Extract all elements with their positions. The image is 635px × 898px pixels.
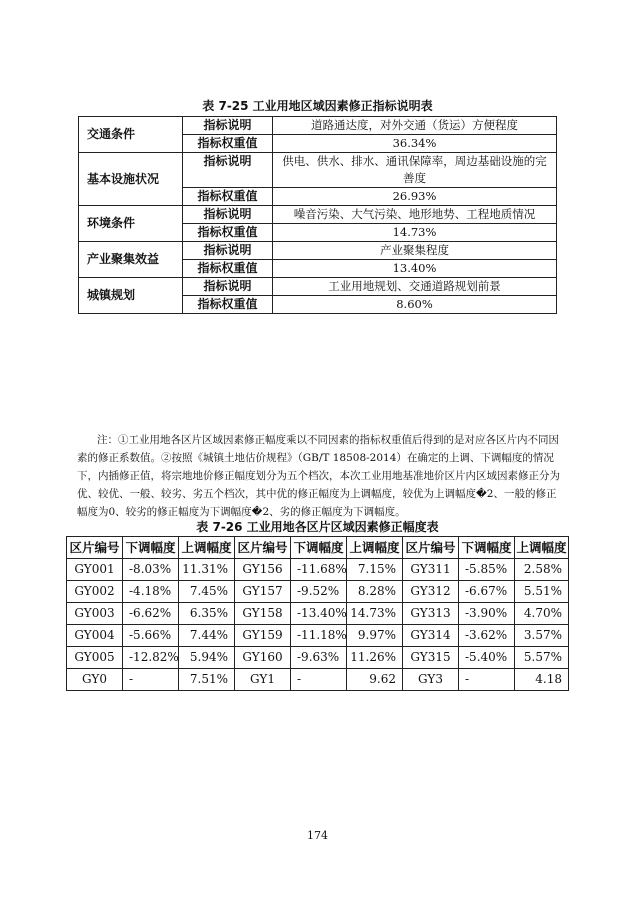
column-header: 区片编号 <box>235 537 291 559</box>
factor-name: 产业聚集效益 <box>79 242 183 278</box>
zone-id: GY003 <box>67 603 123 625</box>
table1-caption: 表 7-25 工业用地区域因素修正指标说明表 <box>202 99 433 113</box>
table-row <box>67 669 569 691</box>
weight-label: 指标权重值 <box>183 296 273 314</box>
zone-id: GY156 <box>235 559 291 581</box>
zone-id: GY001 <box>67 559 123 581</box>
desc-label: 指标说明 <box>183 242 273 260</box>
table-row <box>67 559 569 581</box>
column-header: 下调幅度 <box>459 537 515 559</box>
zone-id: GY159 <box>235 625 291 647</box>
desc-label: 指标说明 <box>183 278 273 296</box>
down-range: -4.18% <box>123 581 179 603</box>
column-header: 上调幅度 <box>347 537 403 559</box>
up-range: 6.35% <box>179 603 235 625</box>
column-header: 下调幅度 <box>291 537 347 559</box>
column-header: 区片编号 <box>403 537 459 559</box>
column-header: 上调幅度 <box>515 537 569 559</box>
up-range: 7.45% <box>179 581 235 603</box>
weight-label: 指标权重值 <box>183 260 273 278</box>
up-range: 9.62 <box>347 669 403 691</box>
zone-id: GY002 <box>67 581 123 603</box>
factor-weight: 26.93% <box>273 188 557 206</box>
down-range: -9.63% <box>291 647 347 669</box>
down-range: - <box>459 669 515 691</box>
zone-id: GY004 <box>67 625 123 647</box>
down-range: -5.66% <box>123 625 179 647</box>
zone-id: GY1 <box>235 669 291 691</box>
up-range: 4.18 <box>515 669 569 691</box>
factor-weight: 13.40% <box>273 260 557 278</box>
table-row <box>67 603 569 625</box>
factor-name: 环境条件 <box>79 206 183 242</box>
factor-name: 城镇规划 <box>79 278 183 314</box>
zone-id: GY0 <box>67 669 123 691</box>
zone-id: GY005 <box>67 647 123 669</box>
up-range: 7.44% <box>179 625 235 647</box>
factor-desc: 工业用地规划、交通道路规划前景 <box>273 278 557 296</box>
down-range: -9.52% <box>291 581 347 603</box>
down-range: -5.85% <box>459 559 515 581</box>
down-range: -11.68% <box>291 559 347 581</box>
down-range: - <box>123 669 179 691</box>
down-range: -6.67% <box>459 581 515 603</box>
desc-label: 指标说明 <box>183 117 273 135</box>
up-range: 4.70% <box>515 603 569 625</box>
table-row <box>67 647 569 669</box>
factor-weight: 8.60% <box>273 296 557 314</box>
zone-id: GY3 <box>403 669 459 691</box>
desc-label: 指标说明 <box>183 206 273 224</box>
up-range: 3.57% <box>515 625 569 647</box>
table2-caption: 表 7-26 工业用地各区片区域因素修正幅度表 <box>196 520 439 534</box>
up-range: 2.58% <box>515 559 569 581</box>
up-range: 14.73% <box>347 603 403 625</box>
desc-label: 指标说明 <box>183 153 273 188</box>
correction-range-table <box>66 536 569 691</box>
factor-description-table <box>78 116 557 314</box>
up-range: 9.97% <box>347 625 403 647</box>
weight-label: 指标权重值 <box>183 188 273 206</box>
zone-id: GY313 <box>403 603 459 625</box>
down-range: -13.40% <box>291 603 347 625</box>
up-range: 11.31% <box>179 559 235 581</box>
table-note: 注：①工业用地各区片区域因素修正幅度乘以不同因素的指标权重值后得到的是对应各区片内不同因素的修正系数值。②按照《城镇土地估价规程》（GB/T 18508-2014）在确定的上调、下调幅度的情况下，内插修正值，将宗地地价修正幅度划分为五个档次，本次工业用地基准地价区片内区域因素修正分为优、较优、一般、较劣、劣五个档次，其中优的修正幅度为上调幅度，较优为上调幅度�2、一般的修正幅度为0、较劣的修正幅度为下调幅度�2、劣的修正幅度为下调幅度。 <box>77 434 560 518</box>
down-range: - <box>291 669 347 691</box>
zone-id: GY311 <box>403 559 459 581</box>
up-range: 8.28% <box>347 581 403 603</box>
column-header: 下调幅度 <box>123 537 179 559</box>
factor-desc: 噪音污染、大气污染、地形地势、工程地质情况 <box>273 206 557 224</box>
down-range: -5.40% <box>459 647 515 669</box>
up-range: 5.57% <box>515 647 569 669</box>
factor-name: 交通条件 <box>79 117 183 153</box>
table-row <box>67 581 569 603</box>
page-number: 174 <box>307 829 328 842</box>
down-range: -8.03% <box>123 559 179 581</box>
factor-weight: 36.34% <box>273 135 557 153</box>
zone-id: GY314 <box>403 625 459 647</box>
column-header: 上调幅度 <box>179 537 235 559</box>
down-range: -12.82% <box>123 647 179 669</box>
zone-id: GY315 <box>403 647 459 669</box>
down-range: -6.62% <box>123 603 179 625</box>
factor-weight: 14.73% <box>273 224 557 242</box>
table-row <box>67 625 569 647</box>
column-header: 区片编号 <box>67 537 123 559</box>
weight-label: 指标权重值 <box>183 224 273 242</box>
factor-desc: 产业聚集程度 <box>273 242 557 260</box>
factor-desc: 供电、供水、排水、通讯保障率，周边基础设施的完善度 <box>273 153 557 188</box>
up-range: 5.94% <box>179 647 235 669</box>
down-range: -11.18% <box>291 625 347 647</box>
down-range: -3.62% <box>459 625 515 647</box>
factor-name: 基本设施状况 <box>79 153 183 206</box>
zone-id: GY158 <box>235 603 291 625</box>
zone-id: GY160 <box>235 647 291 669</box>
table-header-row <box>67 537 569 559</box>
up-range: 7.15% <box>347 559 403 581</box>
factor-desc: 道路通达度，对外交通（货运）方便程度 <box>273 117 557 135</box>
up-range: 7.51% <box>179 669 235 691</box>
up-range: 11.26% <box>347 647 403 669</box>
down-range: -3.90% <box>459 603 515 625</box>
up-range: 5.51% <box>515 581 569 603</box>
weight-label: 指标权重值 <box>183 135 273 153</box>
zone-id: GY312 <box>403 581 459 603</box>
zone-id: GY157 <box>235 581 291 603</box>
